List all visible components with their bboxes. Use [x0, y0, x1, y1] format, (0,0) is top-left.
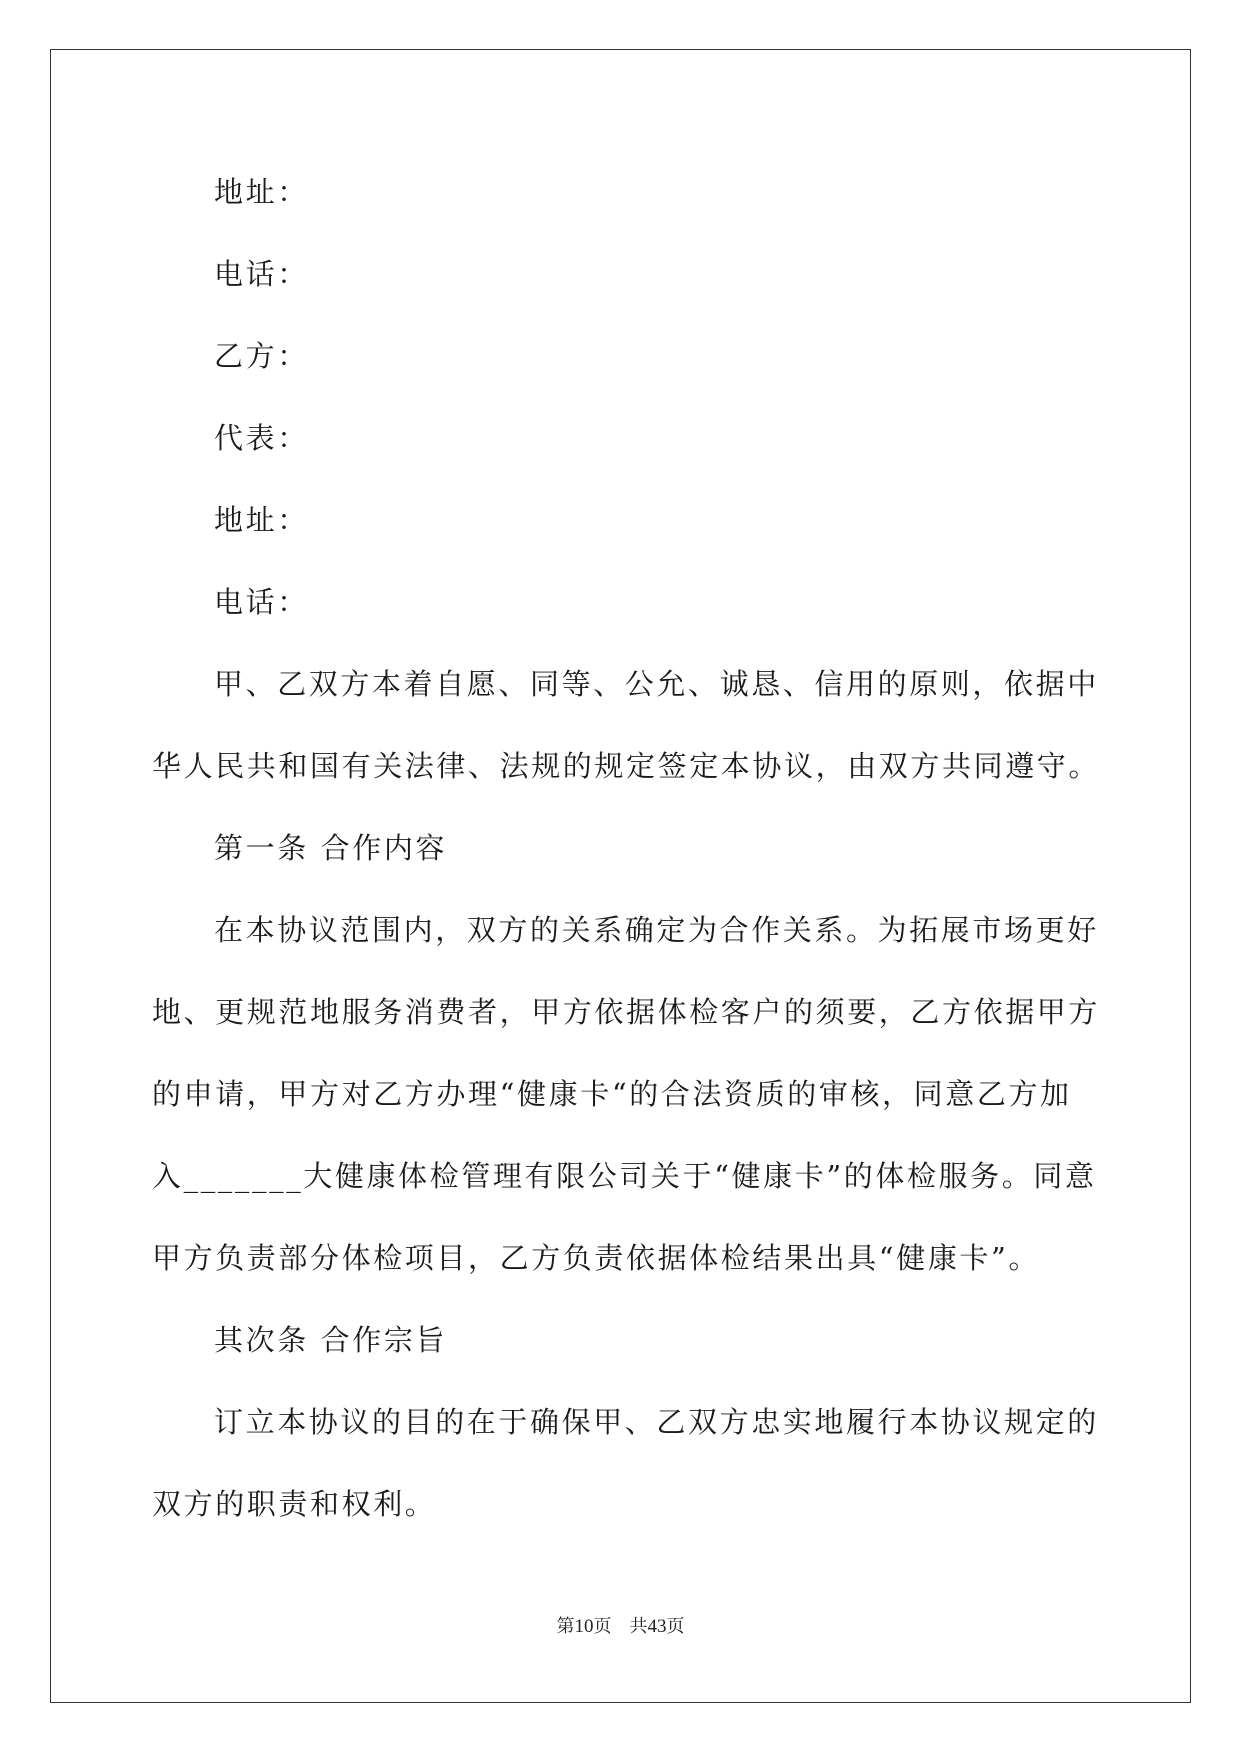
total-pages-number: 43 [647, 1616, 667, 1637]
article-1-line-2: 地、更规范地服务消费者，甲方依据体检客户的须要，乙方依据甲方 [152, 995, 1101, 1029]
page-number-footer [0, 1612, 1241, 1638]
article-1-line-5: 甲方负责部分体检项目，乙方负责依据体检结果出具“健康卡”。 [152, 1241, 1041, 1275]
text-line-representative: 代表： [214, 421, 309, 455]
paragraph-preamble-line-1: 甲、乙双方本着自愿、同等、公允、诚恳、信用的原则，依据中 [214, 667, 1099, 701]
paragraph-preamble-line-2: 华人民共和国有关法律、法规的规定签定本协议，由双方共同遵守。 [152, 749, 1101, 783]
article-1-line-4: 入_______大健康体检管理有限公司关于“健康卡”的体检服务。同意 [152, 1159, 1097, 1193]
footer-total-suffix: 页 [666, 1616, 685, 1636]
text-line-address-b: 地址： [214, 503, 309, 537]
footer-page-suffix: 页 [593, 1616, 612, 1636]
article-2-line-1: 订立本协议的目的在于确保甲、乙双方忠实地履行本协议规定的 [214, 1405, 1099, 1439]
footer-prefix: 第 [556, 1616, 575, 1636]
text-line-phone-b: 电话： [214, 585, 309, 619]
text-line-party-b: 乙方： [214, 339, 309, 373]
footer-total-prefix: 共 [629, 1616, 648, 1636]
document-body [152, 162, 1101, 1556]
article-1-line-1: 在本协议范围内，双方的关系确定为合作关系。为拓展市场更好 [214, 913, 1099, 947]
current-page-number: 10 [574, 1616, 594, 1637]
article-2-line-2: 双方的职责和权利。 [152, 1487, 437, 1521]
text-line-phone-a: 电话： [214, 257, 309, 291]
text-line-address-a: 地址： [214, 175, 309, 209]
article-2-heading: 其次条 合作宗旨 [214, 1323, 448, 1357]
article-1-line-3: 的申请，甲方对乙方办理“健康卡“的合法资质的审核，同意乙方加 [152, 1077, 1072, 1111]
article-1-heading: 第一条 合作内容 [214, 831, 448, 865]
